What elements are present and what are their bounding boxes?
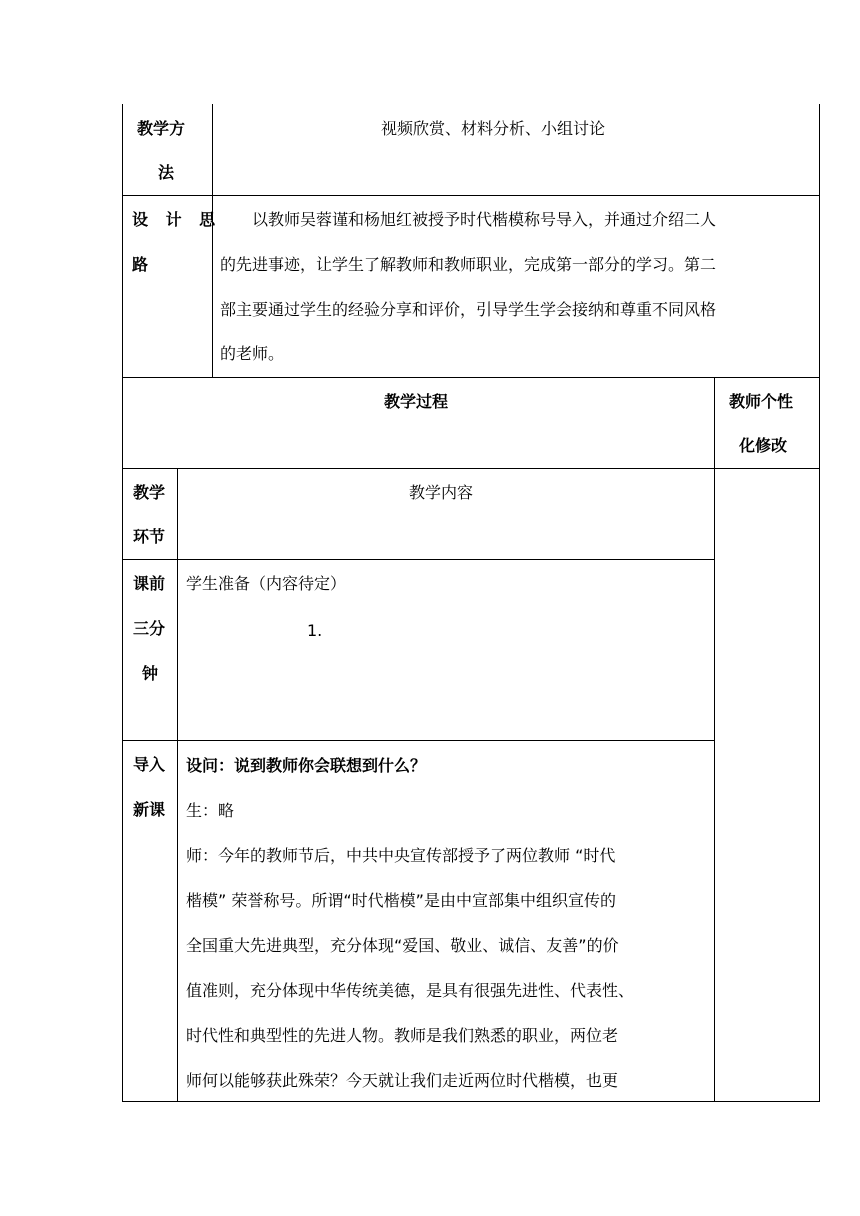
method-value: 视频欣赏、材料分析、小组讨论 <box>381 119 606 138</box>
design-label-line-2: 路 <box>132 255 149 274</box>
intro-question: 设问：说到教师你会联想到什么？ <box>186 756 427 775</box>
pre-class-item: 1. <box>307 621 323 640</box>
divider-stage-column <box>177 468 178 1102</box>
table-border-right <box>819 104 820 1102</box>
intro-line-3: 楷模” 荣誉称号。所谓“时代楷模”是由中宣部集中组织宣传的 <box>186 891 616 910</box>
design-line-2: 的先进事迹，让学生了解教师和教师职业，完成第一部分的学习。第二 <box>220 255 717 274</box>
design-line-4: 的老师。 <box>220 344 285 363</box>
design-line-1: 以教师吴蓉谨和杨旭红被授予时代楷模称号导入，并通过介绍二人 <box>252 210 717 229</box>
row-divider-content-header <box>122 559 715 560</box>
intro-stage-line-1: 导入 <box>133 755 166 774</box>
intro-line-4: 全国重大先进典型，充分体现“爱国、敬业、诚信、友善”的价 <box>186 936 619 955</box>
method-label-line-1: 教学方 <box>137 119 186 138</box>
intro-line-7: 师何以能够获此殊荣？今天就让我们走近两位时代楷模，也更 <box>186 1071 619 1090</box>
design-line-3: 部主要通过学生的经验分享和评价，引导学生学会接纳和尊重不同风格 <box>220 300 717 319</box>
modify-label-line-1: 教师个性 <box>729 392 794 411</box>
intro-line-2: 师：今年的教师节后，中共中央宣传部授予了两位教师 “时代 <box>186 846 616 865</box>
method-label-line-2: 法 <box>158 163 175 182</box>
pre-class-stage-line-3: 钟 <box>142 664 159 683</box>
stage-header-line-1: 教学 <box>133 483 166 502</box>
table-border-bottom <box>122 1101 820 1102</box>
pre-class-stage-line-1: 课前 <box>133 574 166 593</box>
design-label-line-1: 设 计 思 <box>132 210 222 229</box>
pre-class-stage-line-2: 三分 <box>133 619 166 638</box>
row-divider-pre-class <box>122 740 715 741</box>
modify-label-line-2: 化修改 <box>739 436 788 455</box>
intro-line-6: 时代性和典型性的先进人物。教师是我们熟悉的职业，两位老 <box>186 1026 619 1045</box>
intro-line-1: 生：略 <box>186 801 235 820</box>
intro-line-5: 值准则，充分体现中华传统美德，是具有很强先进性、代表性、 <box>186 981 635 1000</box>
table-border-left <box>122 104 123 1102</box>
pre-class-prep: 学生准备（内容待定） <box>186 574 347 593</box>
content-header: 教学内容 <box>409 483 474 502</box>
divider-label-column <box>212 104 213 377</box>
stage-header-line-2: 环节 <box>133 527 166 546</box>
row-divider-process <box>122 468 820 469</box>
process-title: 教学过程 <box>384 392 449 411</box>
row-divider-method <box>122 195 820 196</box>
row-divider-design <box>122 377 820 378</box>
intro-stage-line-2: 新课 <box>133 800 166 819</box>
